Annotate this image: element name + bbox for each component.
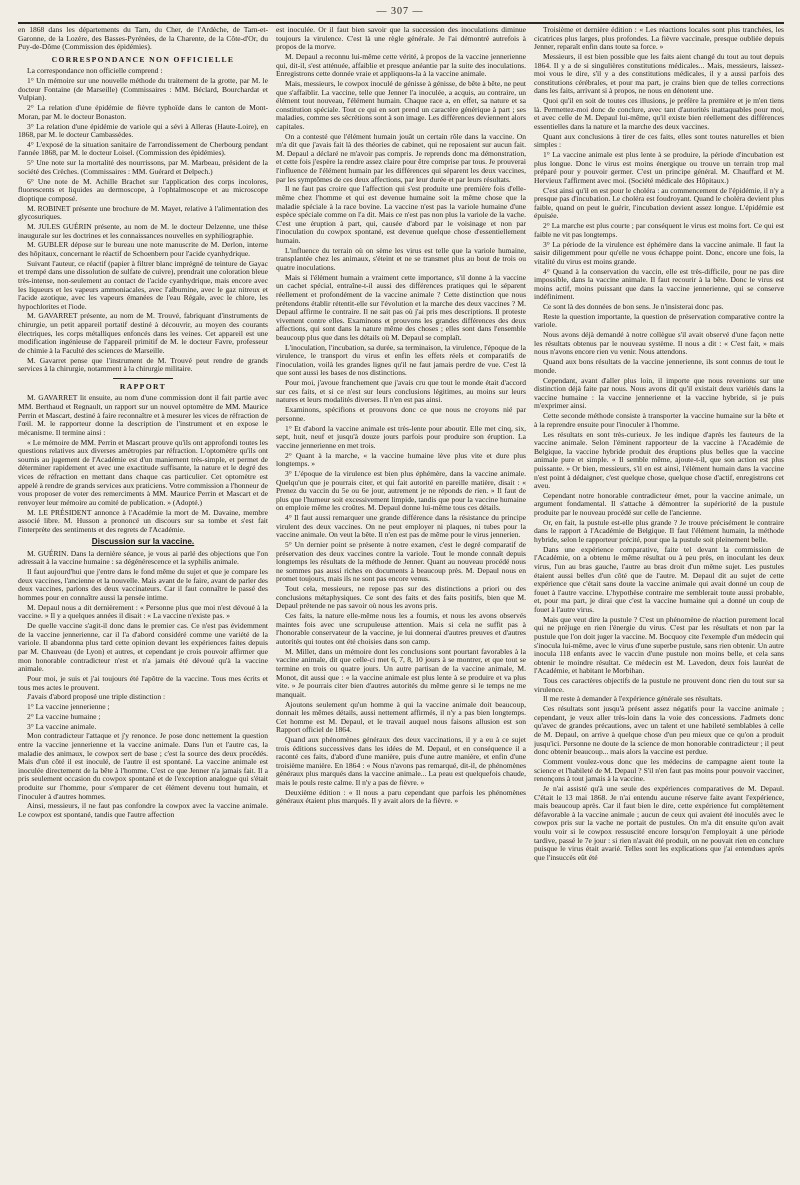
paragraph: M. Depaul a reconnu lui-même cette vérité, à propos de la vaccine jennerienne qui, dit-il, s'est atténuée, affaiblie et presque anéantie par la suite des inoculations. Enregistrons cette donnée vraie et appliquons-la à la vaccine animale. [276, 51, 526, 79]
paragraph: M. GAVARRET lit ensuite, au nom d'une commission dont il fait partie avec MM. Berthaud et Regnault, un rapport sur un nouvel optomètre de MM. Maurice Perrin et Mascart, destiné à faire reconnaître et à mesurer les vices de réfraction de l'œil. M. le rapporteur donne la description de l'instrument et en expose le mécanisme. Il termine ainsi : [18, 393, 268, 437]
paragraph: 2° La vaccine humaine ; [27, 711, 101, 721]
paragraph: Quant aux conclusions à tirer de ces faits, elles sont toutes naturelles et bien simples : [534, 131, 784, 150]
paragraph: est inoculée. Or il faut bien savoir que la succession des inoculations diminue toujours la virulence. C'est là une règle générale. Je l'ai démontré autrefois à propos de la morve. [276, 26, 526, 52]
paragraph: 5° Une note sur la mortalité des nourrissons, par M. Marbeau, président de la société des Crèches. (Commissaires : MM. Guérard et Delpech.) [18, 158, 268, 176]
paragraph: « Le mémoire de MM. Perrin et Mascart prouve qu'ils ont approfondi toutes les questions relatives aux diverses amétropies par réfraction. L'optomètre qu'ils ont soumis au jugement de l'Académie est d'un maniement très-simple, et permet de déterminer rapidement et avec une exactitude suffisante, la nature et le degré des vices de réfraction en mettant dans chaque cas particulier. Cet optomètre est appelé à rendre de grands services aux praticiens. Votre commission a l'honneur de vous proposer de voter des remerciments à MM. Maurice Perrin et Mascart et de renvoyer leur mémoire au comité de publication. » (Adopté.) [18, 437, 268, 507]
paragraph: De quelle vaccine s'agit-il donc dans le premier cas. Ce n'est pas évidemment de la vaccine jennerienne, car il l'a d'abord considéré comme une variété de la variole. Il abandonna plus tard cette opinion devant les expériences faites depuis par M. Chauveau (de Lyon) et autres, et cependant je crois pouvoir affirmer que mon honorable contradicteur n'est et n'a jamais été dévoué qu'à la vaccine animale. [18, 621, 268, 674]
paragraph: On a contesté que l'élément humain jouât un certain rôle dans la vaccine. On m'a dit que j'avais fait là des théories de cabinet, qui ne reposaient sur aucun fait. M. Depaul a déclaré ne m'avoir pas compris. Je reprends donc ma démonstration, et cette fois j'espère la rendre assez claire pour être comprise par tous. Je prouverai l'influence de l'élément humain par les différences qui séparent les deux vaccines, par les symptômes de ces deux affections, par leur durée et par leurs résultats. [276, 131, 526, 184]
paragraph: Quoi qu'il en soit de toutes ces illusions, je préfère la première et je m'en tiens là. Permettez-moi donc de conclure, avec tant d'autorités inattaquables pour moi, et avec celle de M. Depaul lui-même, qu'il existe bien réellement des différences essentielles dans la nature et la marche des deux vaccines. [534, 96, 784, 131]
paragraph: M. Millet, dans un mémoire dont les conclusions sont pourtant favorables à la vaccine animale, dit que celle-ci met 6, 7, 8, 10 jours à se montrer, et que tout se termine en trois ou quatre jours. Un autre partisan de la vaccine animale, M. Monot, dit aussi que : « la vaccine animale est plus lente à se produire et va plus vite. » Je pourrais citer bien d'autres autorités du même genre si le temps ne me manquait. [276, 646, 526, 699]
paragraph: Cette seconde méthode consiste à transporter la vaccine humaine sur la bête et à la reprendre ensuite pour l'inoculer à l'homme. [534, 411, 784, 429]
paragraph: Les résultats en sont très-curieux. Je les indique d'après les fauteurs de la vaccine animale. Selon l'éminent rapporteur de la vaccine à l'Académie de Belgique, la vaccine hybride produit des éruptions plus belles que la vaccine animale pure et simple. « Il semble même, ajoute-t-il, que son action est plus puissante. » Or bien, messieurs, s'il en est ainsi, l'élément humain dans la vaccine n'est point à dédaigner, c'est quelque chose, quelque chose d'actif, enregistrons cet aveu. [534, 429, 784, 491]
paragraph: Reste la question importante, la question de préservation comparative contre la variole. [534, 311, 784, 330]
paragraph: Mais, messieurs, le cowpox inoculé de génisse à génisse, de bête à bête, ne peut que s'affaiblir. La vaccine, telle que Jenner l'a inoculée, a acquis, au contraire, un élément tout nouveau, l'élément humain. Chaque race a, en effet, sa nature et sa constitution spéciale. Tout ce qui en sort prend un caractère générique à part ; ses maladies, comme ses sécrétions sont à son image. Les différences deviennent alors capitales. [276, 78, 526, 131]
section-separator [113, 378, 173, 379]
paragraph: 1° La vaccine jennerienne ; [27, 702, 110, 712]
paragraph: Or, en fait, la pustule est-elle plus grande ? Je trouve précisément le contraire dans le rapport à l'Académie de Belgique. Il faut l'élément humain, la méthode hybride, selon le rapporteur précité, pour que la pustule soit pleinement belle. [534, 517, 784, 545]
paragraph: Deuxième édition : « Il nous a paru cependant que parfois les phénomènes généraux étaient plus marqués. Il y avait alors de la fièvre. » [276, 787, 526, 806]
paragraph: M. GUBLER dépose sur le bureau une note manuscrite de M. Derlon, interne des hôpitaux, concernant le réactif de Schoenbern pour l'acide cyanhydrique. [18, 240, 268, 258]
section-heading-correspondance: CORRESPONDANCE NON OFFICIELLE [51, 54, 235, 64]
paragraph: Quand aux bons résultats de la vaccine jennerienne, ils sont connus de tout le monde. [534, 357, 784, 375]
paragraph: L'inoculation, l'incubation, sa durée, sa terminaison, la virulence, l'époque de la virulence, le transport du virus et enfin les effets réels et comparatifs de l'inoculation, voilà les grandes lignes qu'il ne faut jamais perdre de vue. C'est là que sont aussi les bases de nos distinctions. [276, 342, 526, 378]
paragraph: Je n'ai assisté qu'à une seule des expériences comparatives de M. Depaul. C'était le 13 mai 1868. Je n'ai entendu aucune réserve faite avant l'expérience, mais beaucoup après. Car il faut bien le dire, cette expérience fut complètement défavorable à la vaccine animale ; aucun de ceux qui avaient été inoculés avec le cowpox pris sur la vache ne portait de pustules. On m'a dit ensuite qu'on avait voulu voir si le cowpox ressuscité encore lorsqu'on l'employait à une période tardive, passé le 7e jour : si rien n'avait été produit, on ne pouvait rien en conclure puisque le virus était avarié. Telles sont les explications que j'ai entendues après que l'insuccès eût été [534, 783, 784, 862]
paragraph: M. ROBINET présente une brochure de M. Mayet, relative à l'alimentation des glycosuriques. [18, 203, 268, 222]
paragraph: Ajoutons seulement qu'un homme à qui la vaccine animale doit beaucoup, donnait les mêmes détails, aussi nettement affirmés, il n'y a pas bien longtemps. Cet homme est M. Depaul, et le travail auquel nous faisons allusion est son Rapport officiel de 1864. [276, 699, 526, 735]
paragraph: M. LE PRÉSIDENT annonce à l'Académie la mort de M. Davaine, membre associé libre. M. Husson a prononcé un discours sur sa tombe et s'est fait l'interprète des sentiments et des regrets de l'Académie. [18, 507, 268, 534]
paragraph: 2° Quant à la marche, « la vaccine humaine lève plus vite et dure plus longtemps. » [276, 450, 526, 469]
paragraph: Comment voulez-vous donc que les médecins de campagne aient toute la science et l'habileté de M. Depaul ? S'il n'en faut pas moins pour pouvoir vacciner, renonçons à tout jamais à la vaccine. [534, 757, 784, 784]
paragraph: 1° Et d'abord la vaccine animale est très-lente pour aboutir. Elle met cinq, six, sept, huit, neuf et jusqu'à douze jours parfois pour produire son éruption. La vaccine jennerienne en met trois. [276, 423, 526, 450]
section-heading-rapport: RAPPORT [119, 381, 167, 391]
paragraph: 4° L'exposé de la situation sanitaire de l'arrondissement de Cherbourg pendant l'année 1868, par M. le docteur Loisel. (Commission des épidémies). [18, 139, 268, 158]
paragraph: Mais si l'élément humain a vraiment cette importance, s'il donne à la vaccine un cachet spécial, entraîne-t-il aussi des différences pratiques qui le séparent réellement et profondément de la vaccine animale ? Cette distinction que nous prétendons établir rétentit-elle sur l'évolution et la marche des deux vaccines ? M. Depaul affirme le contraire. Il ne sait pas où j'ai pris mes descriptions. Il proteste vivement contre elles. Examinons et prouvons les grandes différences des deux affections, qui sont dans la nature même des choses ; elles sont dans l'ensemble beaucoup plus que dans les détails où M. Depaul se complaît. [276, 272, 526, 342]
paragraph: en 1868 dans les départements du Tarn, du Cher, de l'Ardèche, de Tarn-et-Garonne, de la Lozère, des Basses-Pyrénées, de la Charente, de la Côte-d'Or, du Puy-de-Dôme (Commission des épidémies). [18, 26, 268, 52]
paragraph: M. GUÉRIN. Dans la dernière séance, je vous ai parlé des objections que l'on adressait à la vaccine humaine : sa dégénérescence et la syphilis animale. [18, 548, 268, 567]
paragraph: Il ne faut pas croire que l'affection qui s'est produite une première fois d'elle-même chez l'homme et qui est devenue humaine soit la même chose que la maladie spéciale à la race bovine. La vaccine n'est pas la variole humaine d'une espèce spéciale comme on l'a dit. Mais ce n'est pas non plus la variole de la vache. C'est une éruption à part, qui, causée d'abord par le voisinage et non par l'inoculation du cowpox spontané, est devenue quelque chose d'essentiellement humain. [276, 184, 526, 245]
paragraph: Pour moi, j'avoue franchement que j'avais cru que tout le monde était d'accord sur ces faits, et si ce n'est sur leurs conclusions légitimes, au moins sur leurs natures et leurs modalités diverses. Il n'en est pas ainsi. [276, 378, 526, 405]
paragraph: Ces résultats sont jusqu'à présent assez négatifs pour la vaccine animale ; cependant, je veux aller très-loin dans la voie des concessions. J'admets donc qu'avec de grandes précautions, avec un talent et une habileté semblables à celle de M. Depaul, on arrive à quelque chose d'un peu mieux que ce qu'on a produit jusqu'ici. Personne ne doute de la science de mon honorable contradicteur ; il peut donc obtenir beaucoup... mais alors la vaccine est perdue. [534, 704, 784, 757]
column-right [534, 26, 784, 1178]
paragraph: Mais que veut dire la pustule ? C'est un phénomène de réaction purement local qui ne préjuge en rien l'énergie du virus. C'est par les résultats et non par la pustule que l'on doit juger la vaccine. M. Bocquoy cite l'exemple d'un médecin qui s'inocula lui-même, avec le virus d'une superbe pustule, sans rien obtenir. Un autre inocula 118 enfants avec le vaccin d'une pustule non moins belle, et cela sans obtenir le moindre résultat. Ce médecin est M. Lavedon, deux fois lauréat de l'Académie, et habitant le Morbihan. [534, 614, 784, 676]
paragraph: 4° Quand à la conservation du vaccin, elle est très-difficile, pour ne pas dire impossible, dans la vaccine animale. Il faut recourir à la bête. Donc le virus est moins actif, moins puissant que dans la vaccine jennerienne, qui se conserve indéfiniment. [534, 266, 784, 302]
paragraph: 3° La relation d'une épidémie de variole qui a sévi à Alleras (Haute-Loire), en 1868, par M. le docteur Cambassèdes. [18, 121, 268, 140]
paragraph: Pour moi, je suis et j'ai toujours été l'apôtre de la vaccine. Tous mes écrits et tous mes actes le prouvent. [18, 673, 268, 692]
paragraph: Tous ces caractères objectifs de la pustule ne prouvent donc rien du tout sur sa virulence. [534, 676, 784, 694]
paragraph: 1° Un mémoire sur une nouvelle méthode du traitement de la grotte, par M. le docteur Fontaine (de Marseille) (Commissaires : MM. Béclard, Bourchardat et Vulpian). [18, 76, 268, 103]
page-number: — 307 — [376, 6, 424, 17]
paragraph: Cependant notre honorable contradicteur émet, pour la vaccine animale, un argument fondamental. Il s'attache à démontrer la supériorité de la pustule produite par le nouveau procédé sur celle de l'ancienne. [534, 490, 784, 518]
paragraph: 3° La vaccine animale. [27, 721, 97, 731]
paragraph: 3° L'époque de la virulence est bien plus éphémère, dans la vaccine animale. Quelqu'un que je pourrais citer, et qui fait autorité en pareille matière, disait : « Prenez du vaccin du 5e ou 6e jour, autrement je ne réponds de rien. » Il faut de plus que l'humeur soit excessivement limpide, tandis que pour la vaccine humaine on emploie même les croûtes. M. Depaul donne lui-même tous ces détails. [276, 468, 526, 513]
paragraph: 1° La vaccine animale est plus lente à se produire, la période d'incubation est plus longue. Donc le virus est moins énergique ou trouve un terrain trop mal préparé pour y pouvoir germer. C'est un principe général. M. Chauffard et M. Hervieux l'affirment avec moi. (Société médicale des Hôpitaux.) [534, 150, 784, 185]
paragraph: 2° La marche est plus courte ; par conséquent le virus est moins fort. Ce qui est faible ne vit pas longtemps. [534, 221, 784, 239]
paragraph: 5° Un dernier point se présente à notre examen, c'est le degré comparatif de préservation des deux vaccines contre la variole. Tout le monde connaît depuis longtemps les résultats de la méthode de Jenner. Quant au nouveau procédé nous ne sommes pas aussi riches en documents à beaucoup près. M. Depaul nous en promet toujours, mais ils ne sont pas encore venus. [276, 540, 526, 584]
paragraph: Nous avons déjà demandé à notre collègue s'il avait observé d'une façon nette les résultats obtenus par le nouveau système. Il nous a dit : « C'est fait, » mais nous n'avons encore rien vu venir. Nous attendons. [534, 330, 784, 357]
paragraph: M. GAVARRET présente, au nom de M. Trouvé, fabriquant d'instruments de chirurgie, un petit appareil portatif destiné à découvrir, au moyen des courants électriques, les corps métalliques enfoncés dans les veines. Cet appareil est une modification ingénieuse de l'appareil primitif de M. le docteur Favre, professeur de chimie à la Faculté des sciences de Marseille. [18, 311, 268, 355]
paragraph: Quand aux phénomènes généraux des deux vaccinations, il y a eu à ce sujet trois éditions successives dans les idées de M. Depaul, et en conséquence il a raconté ces faits, d'abord d'une manière, puis d'une autre manière, et enfin d'une troisième manière. En 1864 : « Nous n'avons pas remarqué, dit-il, de phénomènes généraux plus marqués dans la vaccine animale... La peau est quelquefois chaude, mais le pouls reste calme. Il n'y a pas de fièvre. » [276, 735, 526, 788]
paragraph: M. Depaul nous a dit dernièrement : « Personne plus que moi n'est dévoué à la vaccine. » Il y a quelques années il disait : « La vaccine n'existe pas. » [18, 602, 268, 621]
paragraph: Tout cela, messieurs, ne repose pas sur des distinctions a priori ou des conclusions métaphysiques. Ce sont des faits et des faits positifs, bien que M. Depaul prétende ne pas savoir où nous les avons pris. [276, 584, 526, 611]
column-middle [276, 26, 526, 1178]
text-columns [18, 26, 784, 1178]
paragraph: La correspondance non officielle comprend : [27, 66, 163, 76]
paragraph: 2° La relation d'une épidémie de fièvre typhoïde dans le canton de Mont-Moran, par M. le docteur Bonaston. [18, 103, 268, 121]
paragraph: M. JULES GUÉRIN présente, au nom de M. le docteur Delzenne, une thèse inaugurale sur les doctrines et les connaissances nouvelles en syphiliographie. [18, 221, 268, 240]
paragraph: Mon contradicteur l'attaque et j'y renonce. Je pose donc nettement la question entre la vaccine jennerienne et la vaccine animale. Dans l'un et l'autre cas, la maladie des animaux, le cowpox sert de base ; c'est la source des deux procédés. Mais d'un côté il est inoculé, de l'autre il est spontané. La vaccine animale est inoculée directement de la bête à l'homme. C'est ce que Jenner n'a jamais fait. Il a pris seulement occasion du cowpox spontané et de l'exception analogue qui s'était produite sur l'homme, pour s'emparer de cet élément devenu tout humain, et l'inoculer à d'autres hommes. [18, 731, 268, 801]
column-left [18, 26, 268, 1178]
paragraph: Ce sont là des données de bon sens. Je n'insisterai donc pas. [543, 302, 724, 312]
section-heading-discussion: Discussion sur la vaccine. [91, 537, 195, 547]
paragraph: Cependant, avant d'aller plus loin, il importe que nous revenions sur une distinction déjà faite par nous. Nous avons dit qu'il existait deux variétés dans la vaccine humaine : la vaccine jennerienne et la vaccine hybride, si je puis m'exprimer ainsi. [534, 375, 784, 411]
paragraph: M. Gavarret pense que l'instrument de M. Trouvé peut rendre de grands services à la chirurgie, notamment à la chirurgie militaire. [18, 355, 268, 374]
paragraph: Dans une expérience comparative, faite tel devant la commission de l'Académie, on a obtenu le même résultat ou à peu près, en inoculant les deux virus, l'un au bras gauche, l'autre au bras droit d'un même sujet. Les pustules étaient aussi belles d'un côté que de l'autre. M. Depaul dit au sujet de cette expérience que c'était sans doute la vaccine animale qui avait donné un coup de fouet à l'autre vaccine. L'hypothèse contraire me semblerait toute aussi probable, et, pour ma part, je dirai que c'est la vaccine humaine qui a donné un coup de fouet à l'autre virus. [534, 544, 784, 614]
header-rule [18, 22, 784, 24]
paragraph: 3° La période de la virulence est éphémère dans la vaccine animale. Il faut la saisir diligemment pour qu'elle ne vous échappe point. Donc, encore une fois, la vitalité du virus est moins grande. [534, 239, 784, 266]
paragraph: 4° Il faut aussi remarquer une grande différence dans la résistance du principe virulent des deux vaccines. On ne peut employer ni plaques, ni tubes pour la vaccine animale. On veut la bête. Il n'en est pas de même pour le virus jennerien. [276, 513, 526, 540]
paragraph: Il me reste à demander à l'expérience générale ses résultats. [543, 694, 723, 704]
paragraph: Suivant l'auteur, ce réactif (papier à filtrer blanc imprégné de teinture de Gayac et trempé dans une dissolution de sulfate de cuivre), prendrait une coloration bleue très-intense, non-seulement au contact de l'acide cyanhydrique, mais encore avec les liqueurs et les vapeurs ammoniacales, avec l'albumine, avec le gaz nitreux et l'acide azotique, avec les vapeurs émanées de l'eau Régale, avec le chlore, les hypochlorites et l'iode. [18, 258, 268, 311]
paragraph: Ces faits, la nature elle-même nous les a fournis, et nous les avons observés maintes fois avec une scrupuleuse attention. Mais si cela ne suffit pas à l'honorable conservateur de la vaccine, je lui donnerai d'autres preuves et d'autres autorités qui toutes ont été choisies dans son camp. [276, 611, 526, 646]
paragraph: Examinons, spécifions et prouvons donc ce que nous ne croyons nié par personne. [276, 405, 526, 423]
paragraph: C'est ainsi qu'il en est pour le choléra : au commencement de l'épidémie, il n'y a presque pas d'incubation. Le choléra est foudroyant. Quand le choléra devient plus faible, quand on peut le guérir, l'incubation devient assez longue. L'épidémie est épuisée. [534, 185, 784, 221]
paragraph: Troisième et dernière édition : « Les réactions locales sont plus tranchées, les cicatrices plus larges, plus profondes. La fièvre vaccinale, presque oubliée depuis Jenner, reparaît enfin dans toute sa force. » [534, 26, 784, 52]
paragraph: 6° Une note de M. Achille Brachet sur l'application des corps incolores, fluorescents et liquides au dermoscope, à l'ophtalmoscope et au microscope dioptique composé. [18, 176, 268, 203]
paragraph: J'avais d'abord proposé une triple distinction : [27, 692, 166, 702]
paragraph: Ainsi, messieurs, il ne faut pas confondre la cowpox avec la vaccine animale. Le cowpox est spontané, tandis que l'autre affection [18, 801, 268, 819]
paragraph: Messieurs, il est bien possible que les faits aient changé du tout au tout depuis 1864. Il y a de si singulières constitutions médicales... Mais, messieurs, laissez-moi vous le dire, s'il y a des constitutions médicales, il y a aussi parfois des constitutions cérébrales, et pour ma part, je crains bien que de telles corrections dans les faits, arrivant si à propos, ne nous en dénotent une. [534, 51, 784, 96]
paragraph: L'influence du terrain où on sème les virus est telle que la variole humaine, transplantée chez les animaux, s'éteint et ne se transmet plus au bout de trois ou quatre inoculations. [276, 245, 526, 272]
paragraph: Il faut aujourd'hui que j'entre dans le fond même du sujet et que je compare les deux vaccines, l'ancienne et la nouvelle. Mais avant de le faire, avant de parler des deux vaccines, parlons des deux vaccinateurs. Car il faut connaître le passé des hommes pour en connaître aussi la pensée intime. [18, 567, 268, 603]
